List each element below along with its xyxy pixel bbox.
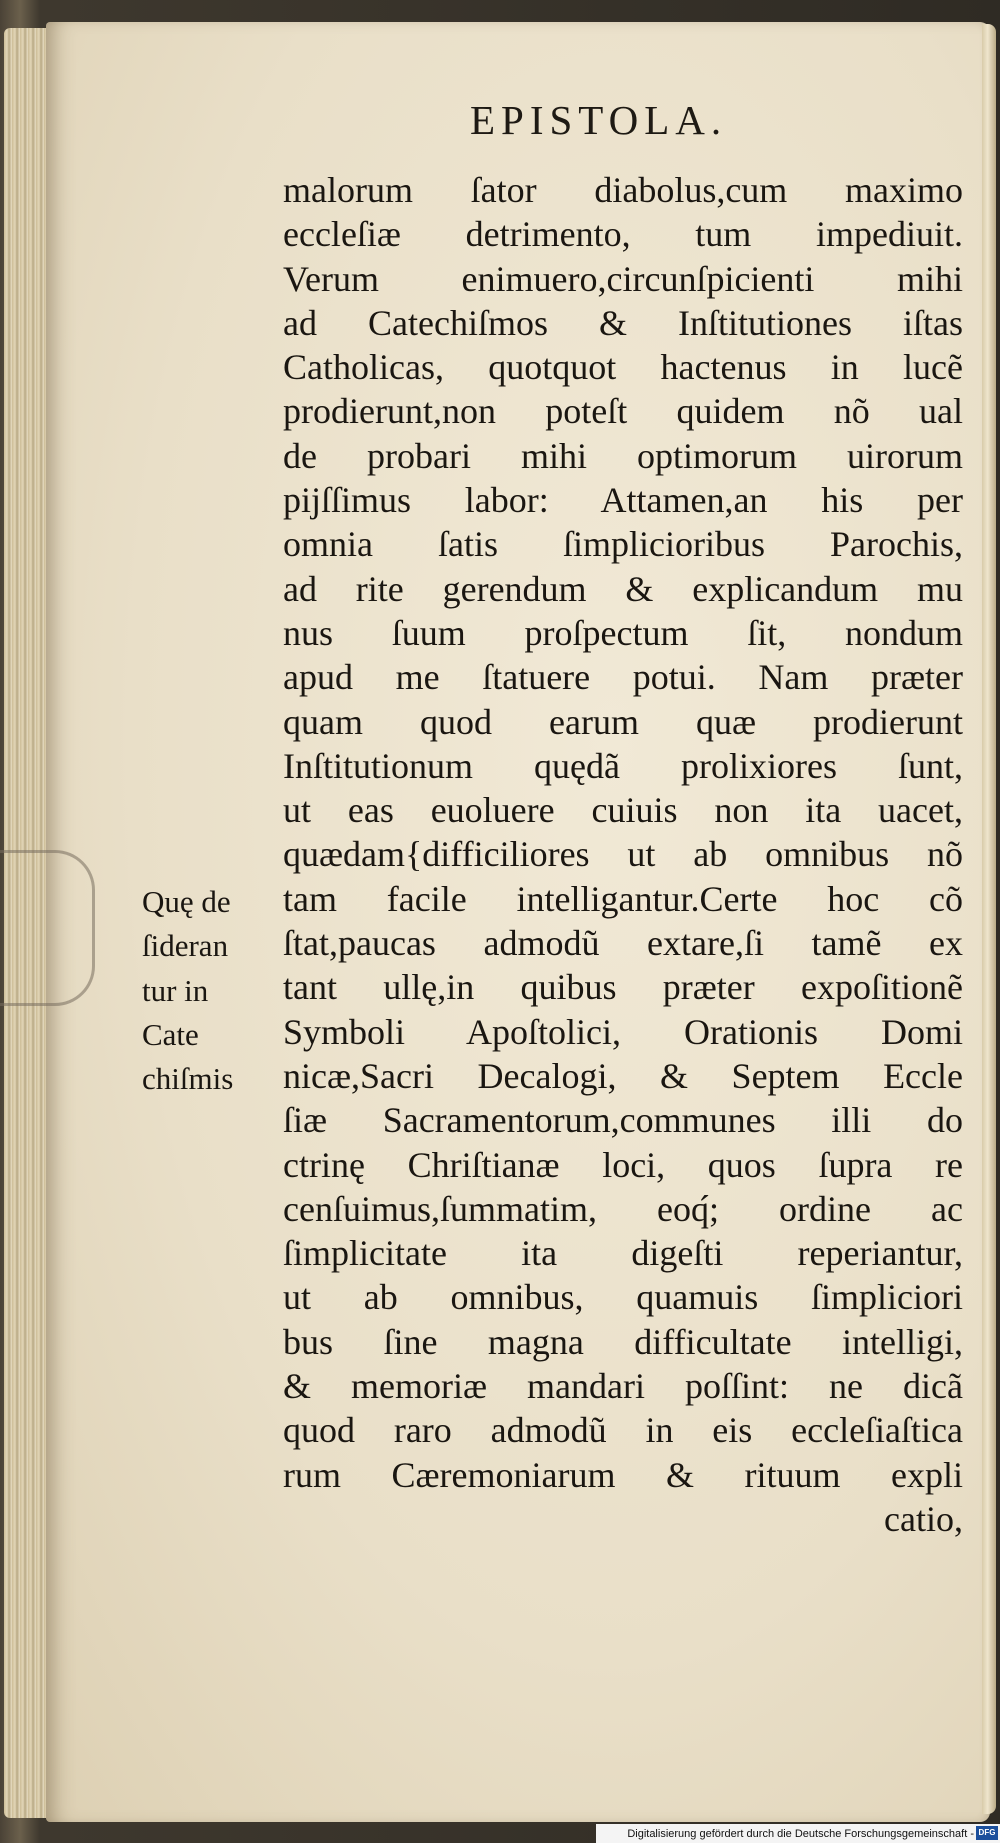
text-line: Catholicas, quotquot hacten⁠us in lucẽ xyxy=(283,347,963,388)
text-line: quædam{difficiliores ut ab omnibus nõ xyxy=(283,834,963,875)
text-line: prodierunt,non poteſt quidem nõ ual xyxy=(283,391,963,432)
text-line: bus ſine magna difficultate intelligi, xyxy=(283,1321,963,1362)
text-line: ad Catechiſmos & Inſtitutiones iſtas xyxy=(283,302,963,343)
text-line: eccleſiæ detrimento, tum impediuit. xyxy=(283,214,963,255)
text-line: apud me ſtatuere potui. Nam præter xyxy=(283,657,963,698)
text-line: ctrinę Chriſtianæ loci, quos ſupra re xyxy=(283,1144,963,1185)
text-line: Symboli Apoſtolici, Orationis Domi xyxy=(283,1011,963,1052)
marginal-note-line: ſideran xyxy=(142,928,229,964)
text-line: ut eas euoluere cuiuis non ita uacet, xyxy=(283,790,963,831)
text-line: ſiæ Sacramentorum,communes illi do xyxy=(283,1100,963,1141)
text-line: omnia ſatis ſimplicioribus Parochis, xyxy=(283,524,963,565)
text-line: quam quod earum quæ prodierunt xyxy=(283,701,963,742)
text-line: ſimplicitate ita digeſti reperiantur, xyxy=(283,1233,963,1274)
marginal-note xyxy=(142,880,282,1101)
page-right-edge xyxy=(982,24,996,1814)
text-line: tam facile intelligantur.Certe hoc cõ xyxy=(283,878,963,919)
text-line: malorum ſator diabolus,cum maximo xyxy=(283,170,963,210)
text-line: ſtat,paucas admodũ extare,ſi tamẽ ex xyxy=(283,923,963,964)
dfg-logo: DFG xyxy=(976,1826,998,1840)
footer-credit: Digitalisierung gefördert durch die Deutsche Forschungsgemeinschaft - xyxy=(627,1828,974,1840)
text-line: & memoriæ mandari poſſint: ne dicã xyxy=(283,1366,963,1407)
text-line: rum Cæremoniarum & rituum expli xyxy=(283,1454,963,1495)
marginal-note-line: Cate xyxy=(142,1016,199,1052)
text-line: nicæ,Sacri Decalogi, & Septem Eccle xyxy=(283,1055,963,1096)
text-line: Verum enimuero,circunſpicienti mihi xyxy=(283,258,963,299)
marginal-note-line: tur in xyxy=(142,972,209,1008)
text-line: ad rite gerendum & explicandum mu xyxy=(283,568,963,609)
text-line: pijſſimus labor: Attamen,an his per xyxy=(283,480,963,521)
running-head: EPISTOLA. xyxy=(470,97,728,143)
text-line: tant ullę,in quibus præter expoſitionẽ xyxy=(283,967,963,1008)
text-line: quod raro admodũ in eis eccleſiaſtica xyxy=(283,1410,963,1451)
page-clip xyxy=(0,850,95,1006)
text-line: cenſuimus,ſummatim, eoq́; ordine ac xyxy=(283,1188,963,1229)
text-line: de probari mihi optimorum uirorum xyxy=(283,435,963,476)
catchword: catio, xyxy=(884,1498,963,1539)
text-line: Inſtitutionum quędã prolixiores ſunt, xyxy=(283,745,963,786)
marginal-note-line: chiſmis xyxy=(142,1061,234,1097)
marginal-note-line: Quę de xyxy=(142,884,231,919)
text-line: ut ab omnibus, quamuis ſimpliciori xyxy=(283,1277,963,1318)
text-line: nus ſuum proſpectum ſit, nondum xyxy=(283,612,963,653)
body-text xyxy=(283,168,963,1541)
